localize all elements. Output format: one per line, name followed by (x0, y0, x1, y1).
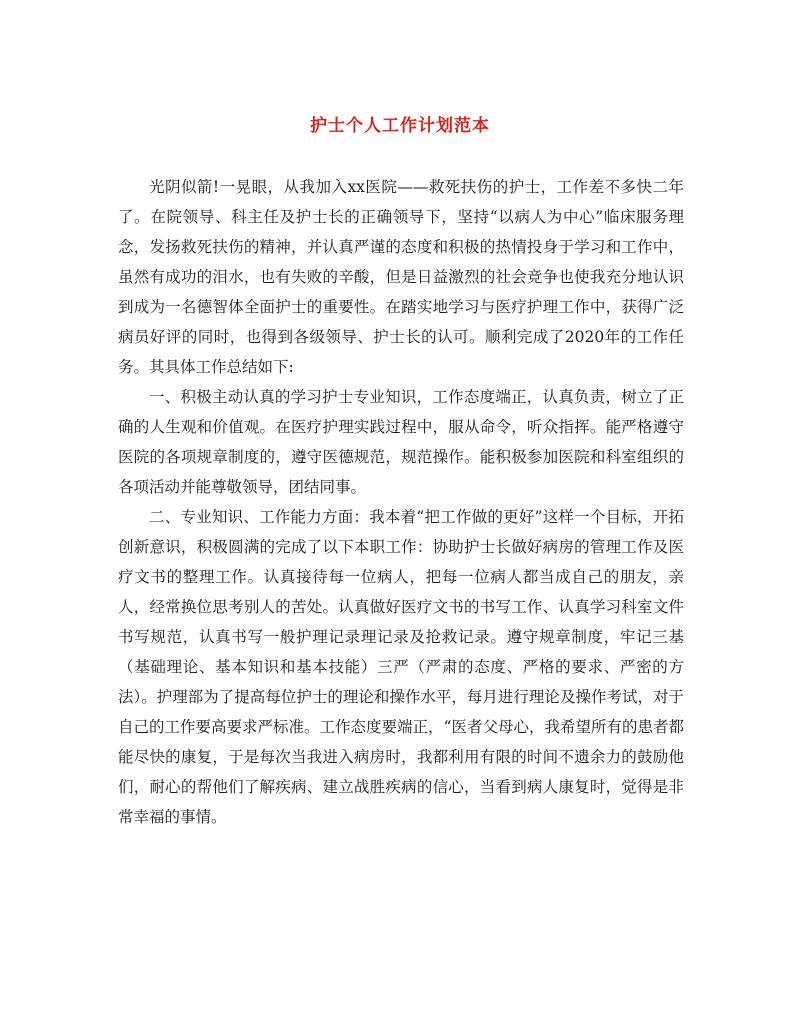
paragraph-section-1: 一、积极主动认真的学习护士专业知识，工作态度端正，认真负责，树立了正确的人生观和价值观。在医疗护理实践过程中，服从命令，听众指挥。能严格遵守医院的各项规章制度的，遵守医德规范，规范操作。能积极参加医院和科室组织的各项活动并能尊敬领导，团结同事。 (118, 388, 684, 496)
document-body (118, 172, 684, 832)
paragraph-intro: 光阴似箭!一晃眼，从我加入xx医院——救死扶伤的护士，工作差不多快二年了。在院领导、科主任及护士长的正确领导下，坚持“以病人为中心”临床服务理念，发扬救死扶伤的精神，并认真严谨的态度和积极的热情投身于学习和工作中，虽然有成功的泪水，也有失败的辛酸，但是日益激烈的社会竞争也使我充分地认识到成为一名德智体全面护士的重要性。在踏实地学习与医疗护理工作中，获得广泛病员好评的同时，也得到各级领导、护士长的认可。顺利完成了2020年的工作任务。其具体工作总结如下: (118, 178, 684, 376)
paragraph-section-2: 二、专业知识、工作能力方面：我本着“把工作做的更好”这样一个目标，开拓创新意识，积极圆满的完成了以下本职工作：协助护士长做好病房的管理工作及医疗文书的整理工作。认真接待每一位病人，把每一位病人都当成自己的朋友，亲人，经常换位思考别人的苦处。认真做好医疗文书的书写工作、认真学习科室文件书写规范，认真书写一般护理记录理记录及抢救记录。遵守规章制度，牢记三基（基础理论、基本知识和基本技能）三严（严肃的态度、严格的要求、严密的方法）。护理部为了提高每位护士的理论和操作水平，每月进行理论及操作考试，对于自己的工作要高要求严标准。工作态度要端正，“医者父母心，我希望所有的患者都能尽快的康复，于是每次当我进入病房时，我都利用有限的时间不遗余力的鼓励他们，耐心的帮他们了解疾病、建立战胜疾病的信心，当看到病人康复时，觉得是非常幸福的事情。 (118, 508, 684, 826)
document-title: 护士个人工作计划范本 (310, 116, 490, 136)
